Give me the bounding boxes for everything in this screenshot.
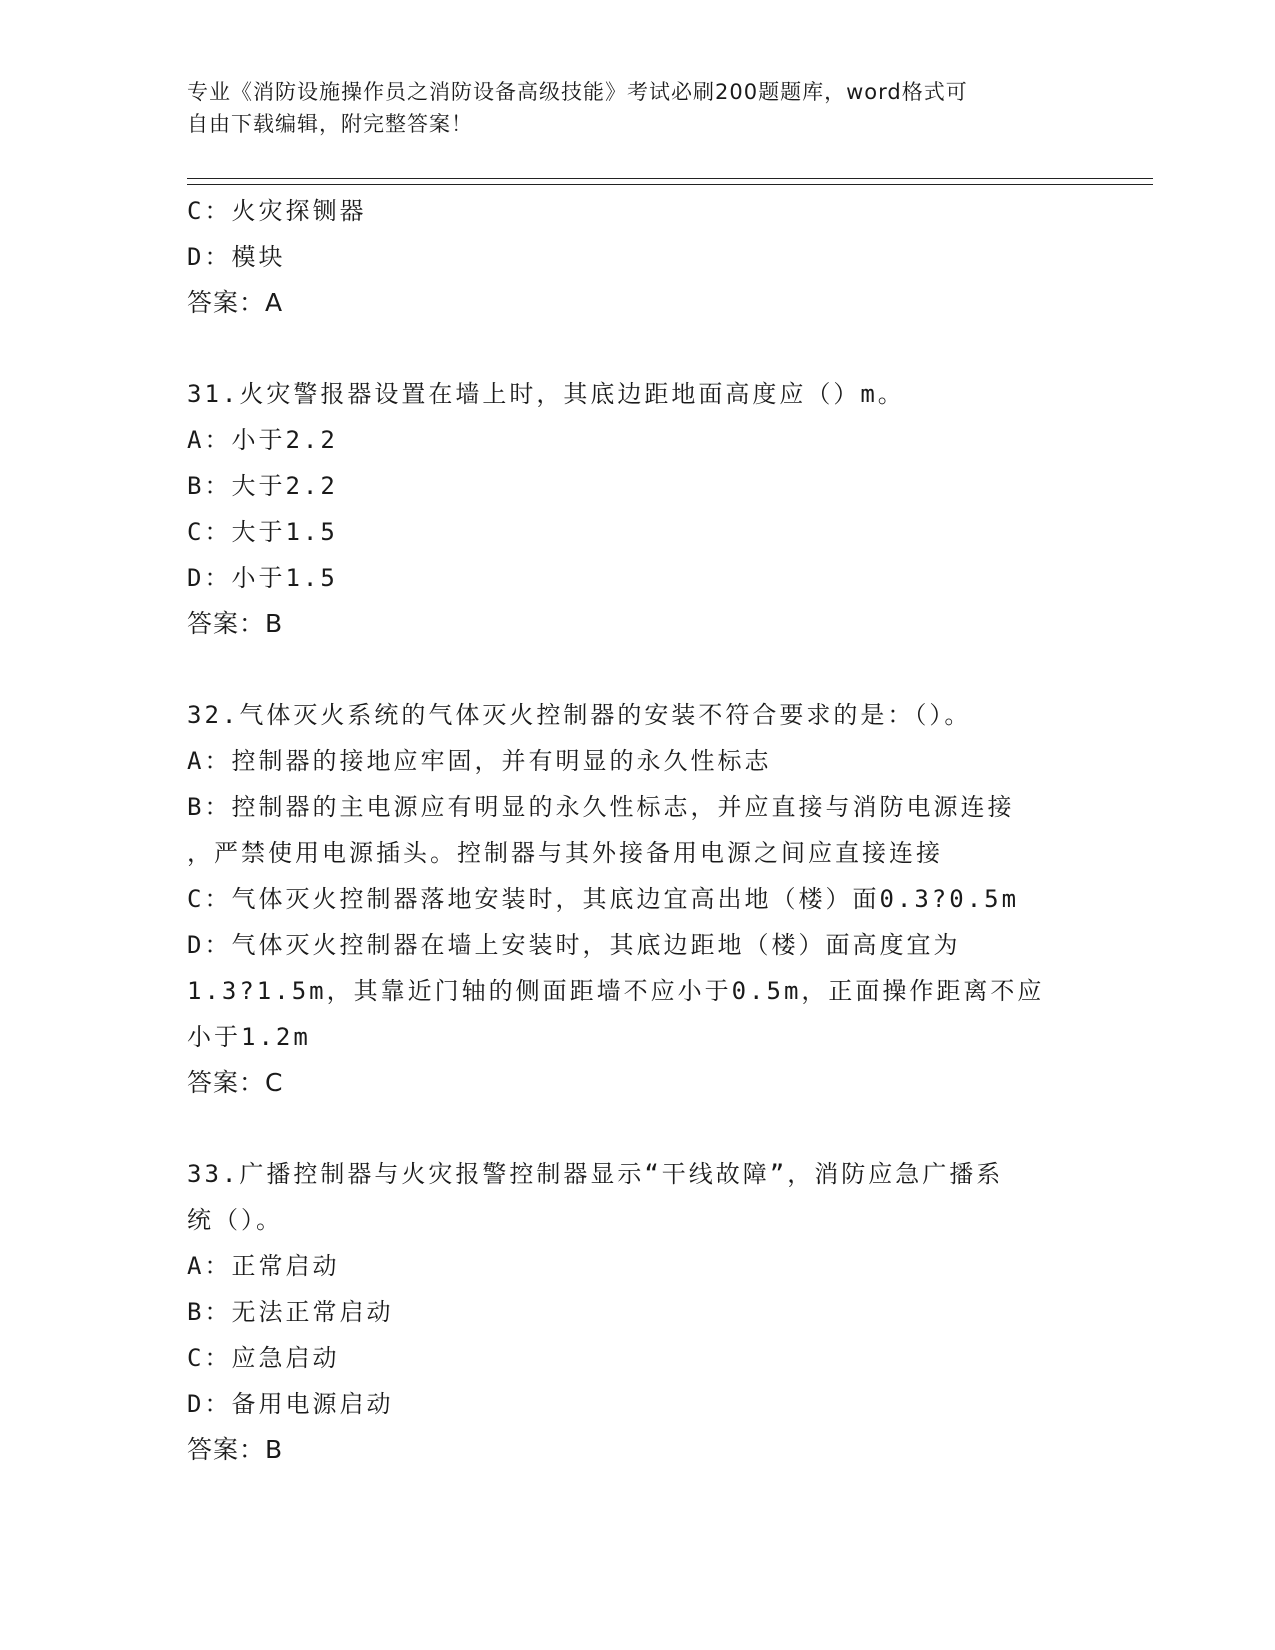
question-block-32 bbox=[187, 692, 1087, 1106]
option-d: D：小于1.5 bbox=[187, 564, 338, 592]
header-double-rule bbox=[187, 178, 1153, 185]
option-b: B：控制器的主电源应有明显的永久性标志，并应直接与消防电源连接 bbox=[187, 793, 1015, 821]
option-d-continued: 1.3?1.5m，其靠近门轴的侧面距墙不应小于0.5m，正面操作距离不应 bbox=[187, 977, 1045, 1005]
question-block-33 bbox=[187, 1151, 1087, 1473]
option-a: A：控制器的接地应牢固，并有明显的永久性标志 bbox=[187, 747, 772, 775]
spacer bbox=[187, 1106, 1087, 1151]
question-block-31 bbox=[187, 371, 1087, 647]
option-d: D：备用电源启动 bbox=[187, 1390, 394, 1418]
answer-line: 答案：B bbox=[187, 1435, 284, 1464]
option-d: D：模块 bbox=[187, 243, 286, 271]
answer-line: 答案：A bbox=[187, 288, 284, 317]
answer-line: 答案：B bbox=[187, 609, 284, 638]
document-body bbox=[187, 188, 1087, 1473]
question-block-30 bbox=[187, 188, 1087, 326]
option-c: C：气体灭火控制器落地安装时，其底边宜高出地（楼）面0.3?0.5m bbox=[187, 885, 1020, 913]
question-text-continued: 统（）。 bbox=[187, 1206, 283, 1234]
option-c: C：大于1.5 bbox=[187, 518, 338, 546]
question-text: 33.广播控制器与火灾报警控制器显示“干线故障”，消防应急广播系 bbox=[187, 1160, 1004, 1188]
spacer bbox=[187, 647, 1087, 692]
question-text: 32.气体灭火系统的气体灭火控制器的安装不符合要求的是：（）。 bbox=[187, 701, 972, 729]
option-b-continued: ，严禁使用电源插头。控制器与其外接备用电源之间应直接连接 bbox=[187, 839, 943, 867]
answer-line: 答案：C bbox=[187, 1068, 284, 1097]
option-c: C：火灾探铡器 bbox=[187, 197, 367, 225]
option-d-continued: 小于1.2m bbox=[187, 1023, 311, 1051]
option-b: B：大于2.2 bbox=[187, 472, 338, 500]
option-c: C：应急启动 bbox=[187, 1344, 340, 1372]
question-text: 31.火灾警报器设置在墙上时，其底边距地面高度应（）m。 bbox=[187, 380, 905, 408]
page-header: 专业《消防设施操作员之消防设备高级技能》考试必刷200题题库，word格式可 自由下载编辑，附完整答案！ bbox=[187, 80, 968, 136]
spacer bbox=[187, 326, 1087, 371]
option-a: A：小于2.2 bbox=[187, 426, 338, 454]
option-b: B：无法正常启动 bbox=[187, 1298, 394, 1326]
option-d: D：气体灭火控制器在墙上安装时，其底边距地（楼）面高度宜为 bbox=[187, 931, 961, 959]
option-a: A：正常启动 bbox=[187, 1252, 340, 1280]
